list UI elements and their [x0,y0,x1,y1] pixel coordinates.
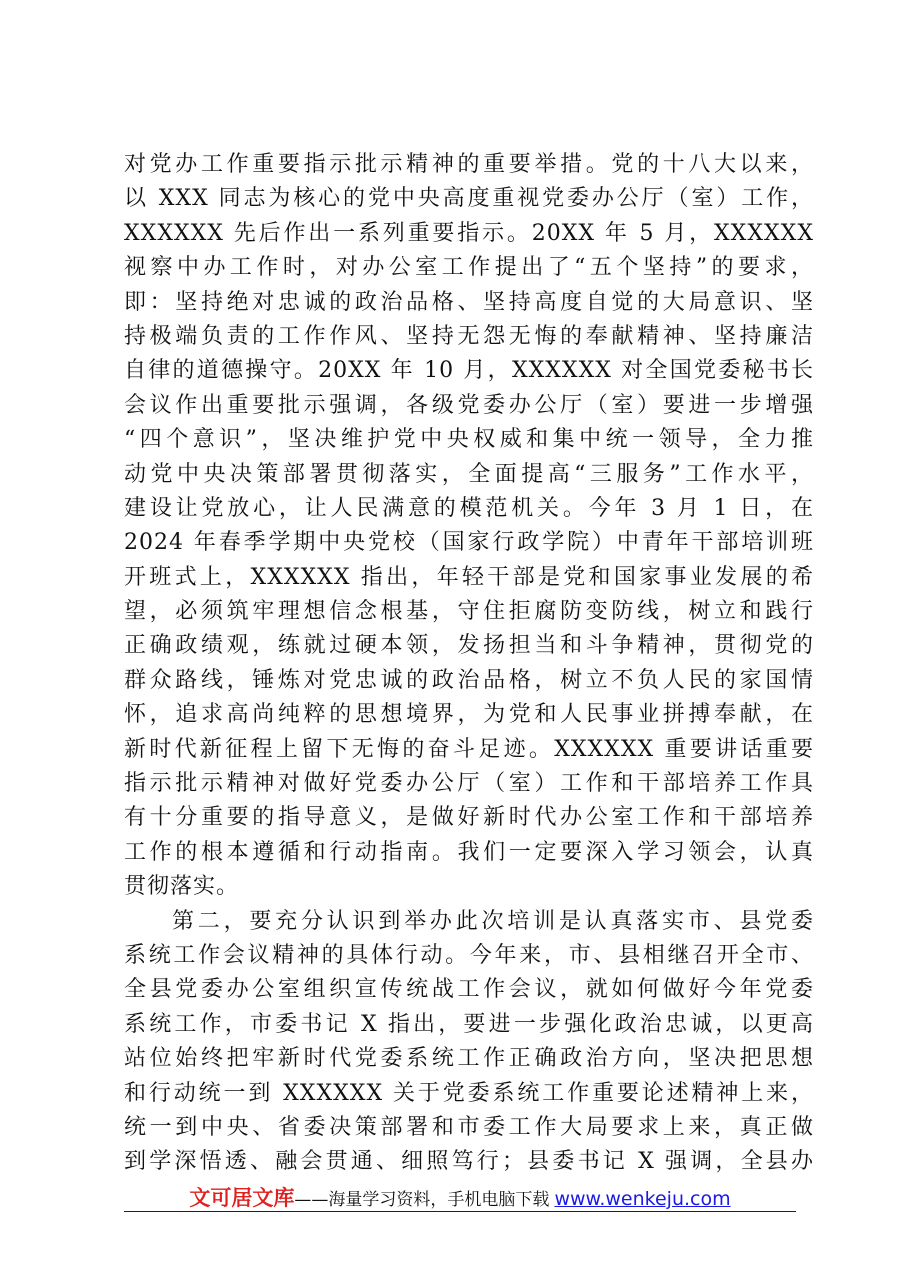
text-line: 视察中办工作时，对办公室工作提出了“五个坚持”的要求， [124,255,814,281]
document-body [124,148,814,1180]
text-line: 新时代新征程上留下无悔的奋斗足迹。XXXXXX 重要讲话重要 [124,736,814,762]
text-line: 系统工作，市委书记 X 指出，要进一步强化政治忠诚，以更高 [124,1011,814,1037]
text-line: 有十分重要的指导意义，是做好新时代办公室工作和干部培养 [124,805,814,831]
text-line: XXXXXX 先后作出一系列重要指示。20XX 年 5 月，XXXXXX [124,220,814,246]
text-line: 以 XXX 同志为核心的党中央高度重视党委办公厅（室）工作， [124,186,814,212]
text-line: 怀，追求高尚纯粹的思想境界，为党和人民事业拼搏奉献，在 [124,702,814,728]
text-line: 对党办工作重要指示批示精神的重要举措。党的十八大以来， [124,152,814,177]
text-line: 即：坚持绝对忠诚的政治品格、坚持高度自觉的大局意识、坚 [124,289,814,315]
text-line: 系统工作会议精神的具体行动。今年来，市、县相继召开全市、 [124,942,814,968]
text-line: 统一到中央、省委决策部署和市委工作大局要求上来，真正做 [124,1114,814,1140]
text-line: 会议作出重要批示强调，各级党委办公厅（室）要进一步增强 [124,392,814,418]
text-line: 动党中央决策部署贯彻落实，全面提高“三服务”工作水平， [124,461,814,487]
text-line: 到学深悟透、融会贯通、细照笃行；县委书记 X 强调，全县办 [124,1149,814,1175]
text-line: 望，必须筑牢理想信念根基，守住拒腐防变防线，树立和践行 [124,599,814,625]
page-footer [124,1182,796,1212]
text-line: “四个意识”，坚决维护党中央权威和集中统一领导，全力推 [124,427,814,453]
footer-tagline: ——海量学习资料，手机电脑下载 [294,1190,550,1210]
text-line: 群众路线，锤炼对党忠诚的政治品格，树立不负人民的家国情 [124,667,814,693]
text-line: 自律的道德操守。20XX 年 10 月，XXXXXX 对全国党委秘书长 [124,358,814,384]
text-line: 2024 年春季学期中央党校（国家行政学院）中青年干部培训班 [124,530,814,556]
footer-divider [124,1211,796,1212]
paragraph-start-line: 第二，要充分认识到举办此次培训是认真落实市、县党委 [172,908,814,934]
text-line: 开班式上，XXXXXX 指出，年轻干部是党和国家事业发展的希 [124,564,814,590]
text-line: 指示批示精神对做好党委办公厅（室）工作和干部培养工作具 [124,771,814,797]
footer-brand: 文可居文库 [189,1186,295,1210]
text-line: 持极端负责的工作作风、坚持无怨无悔的奉献精神、坚持廉洁 [124,323,814,349]
text-line: 站位始终把牢新时代党委系统工作正确政治方向，坚决把思想 [124,1046,814,1072]
text-line: 全县党委办公室组织宣传统战工作会议，就如何做好今年党委 [124,977,814,1003]
text-line: 建设让党放心，让人民满意的模范机关。今年 3 月 1 日，在 [124,495,814,521]
text-line: 和行动统一到 XXXXXX 关于党委系统工作重要论述精神上来， [124,1080,814,1106]
footer-url-link[interactable]: www.wenkeju.com [554,1188,731,1210]
text-line: 正确政绩观，练就过硬本领，发扬担当和斗争精神，贯彻党的 [124,633,814,659]
text-line: 贯彻落实。 [124,874,240,900]
text-line: 工作的根本遵循和行动指南。我们一定要深入学习领会，认真 [124,839,814,865]
